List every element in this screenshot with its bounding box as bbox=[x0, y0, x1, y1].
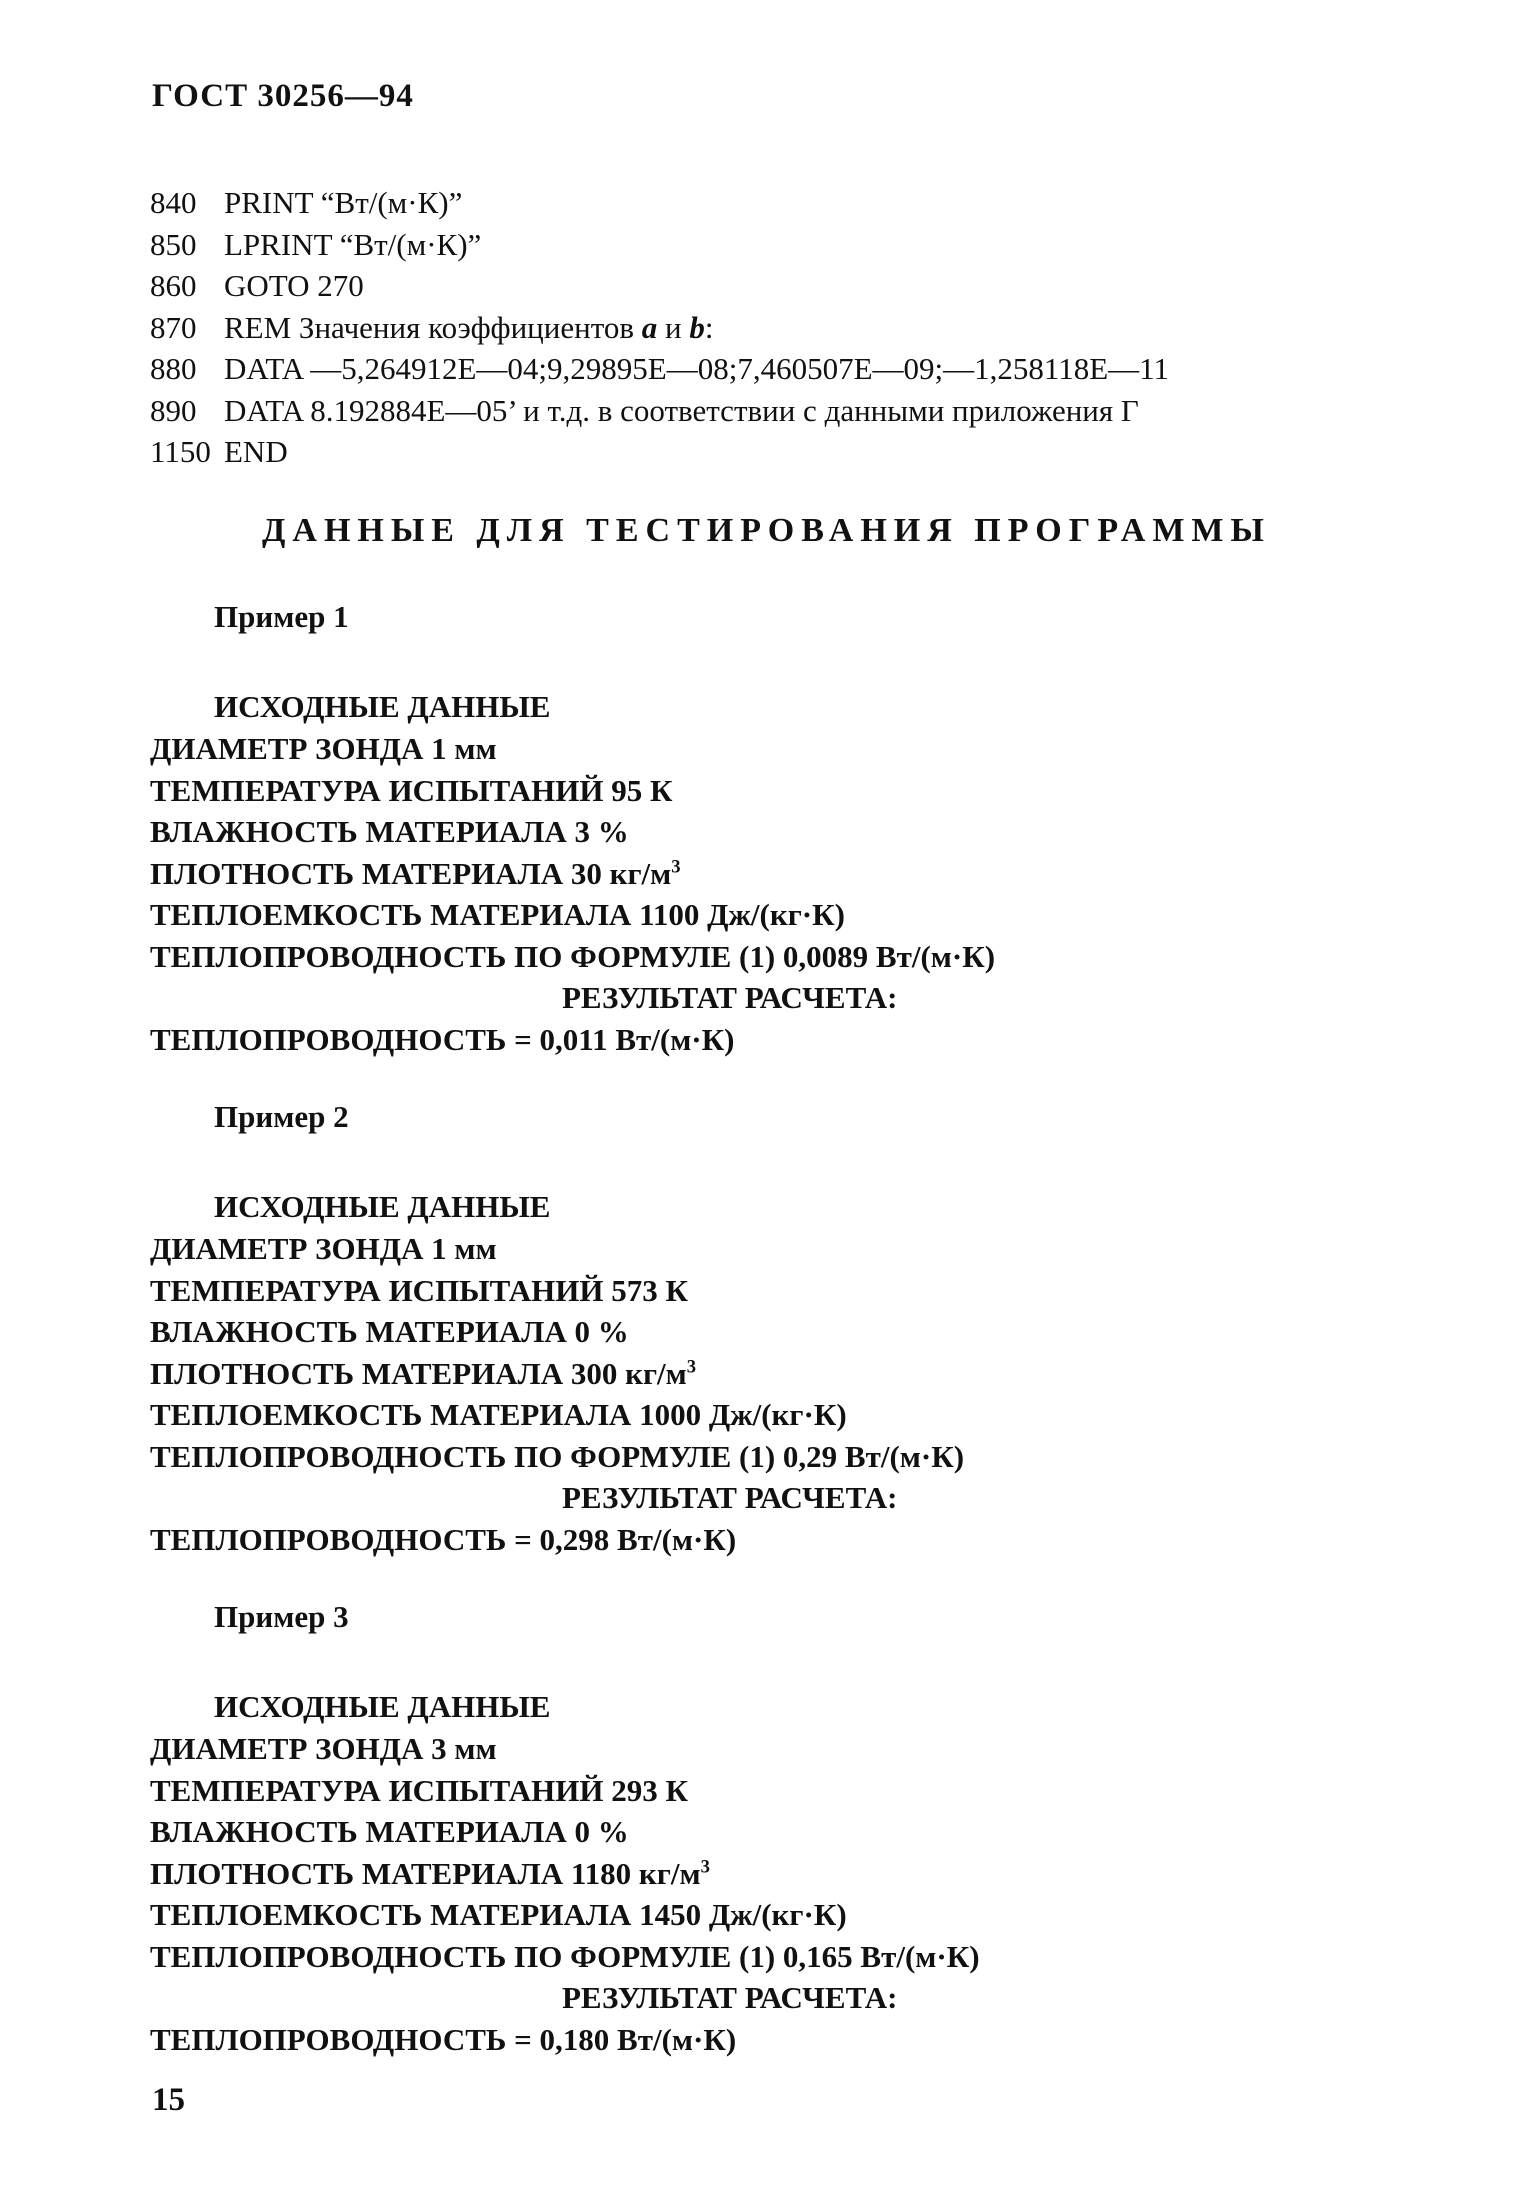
example-3 bbox=[150, 1596, 1400, 2060]
code-line bbox=[150, 431, 1400, 473]
example-title: Пример 1 bbox=[214, 599, 349, 634]
density-exponent: 3 bbox=[671, 856, 681, 878]
line-number: 1150 bbox=[150, 434, 211, 469]
material-moisture: ВЛАЖНОСТЬ МАТЕРИАЛА 0 % bbox=[150, 1814, 629, 1849]
conductivity-formula: ТЕПЛОПРОВОДНОСТЬ ПО ФОРМУЛЕ (1) 0,29 Вт/(м·К) bbox=[150, 1438, 965, 1474]
material-density bbox=[150, 853, 1400, 895]
heat-capacity: ТЕПЛОЕМКОСТЬ МАТЕРИАЛА 1000 Дж/(кг·К) bbox=[150, 1397, 847, 1432]
line-text: GOTO 270 bbox=[224, 268, 364, 303]
probe-diameter: ДИАМЕТР ЗОНДА 3 мм bbox=[150, 1731, 497, 1766]
example-title: Пример 2 bbox=[214, 1099, 349, 1134]
code-listing bbox=[150, 182, 1400, 473]
probe-diameter: ДИАМЕТР ЗОНДА 1 мм bbox=[150, 1231, 497, 1266]
conductivity-result: ТЕПЛОПРОВОДНОСТЬ = 0,180 Вт/(м·К) bbox=[150, 2021, 737, 2057]
line-text: PRINT “Вт/(м·К)” bbox=[224, 185, 463, 220]
heat-capacity: ТЕПЛОЕМКОСТЬ МАТЕРИАЛА 1100 Дж/(кг·К) bbox=[150, 897, 845, 932]
code-line bbox=[150, 182, 1400, 224]
input-data-label: ИСХОДНЫЕ ДАННЫЕ bbox=[214, 689, 551, 724]
coef-a: a bbox=[641, 309, 658, 345]
code-line bbox=[150, 224, 1400, 266]
line-number: 870 bbox=[150, 309, 197, 345]
example-1 bbox=[150, 596, 1400, 1060]
test-temperature: ТЕМПЕРАТУРА ИСПЫТАНИЙ 293 К bbox=[150, 1772, 688, 1808]
section-title: ДАННЫЕ ДЛЯ ТЕСТИРОВАНИЯ ПРОГРАММЫ bbox=[262, 512, 1271, 549]
coef-b: b bbox=[689, 309, 705, 345]
code-line bbox=[150, 390, 1400, 432]
input-data-label: ИСХОДНЫЕ ДАННЫЕ bbox=[214, 1189, 551, 1224]
conductivity-result: ТЕПЛОПРОВОДНОСТЬ = 0,298 Вт/(м·К) bbox=[150, 1521, 737, 1557]
code-line bbox=[150, 307, 1400, 349]
conductivity-formula: ТЕПЛОПРОВОДНОСТЬ ПО ФОРМУЛЕ (1) 0,165 Вт/(м·К) bbox=[150, 1938, 980, 1974]
density-text: ПЛОТНОСТЬ МАТЕРИАЛА 30 кг/м bbox=[150, 855, 672, 891]
document-header: ГОСТ 30256—94 bbox=[152, 78, 414, 114]
line-text: DATA —5,264912E—04;9,29895E—08;7,460507E—09;—1,258118E—11 bbox=[224, 351, 1170, 386]
density-exponent: 3 bbox=[686, 1356, 697, 1378]
test-temperature: ТЕМПЕРАТУРА ИСПЫТАНИЙ 95 К bbox=[150, 772, 673, 808]
material-density bbox=[150, 1853, 1400, 1895]
material-density bbox=[150, 1353, 1400, 1395]
material-moisture: ВЛАЖНОСТЬ МАТЕРИАЛА 0 % bbox=[150, 1314, 629, 1349]
conductivity-formula: ТЕПЛОПРОВОДНОСТЬ ПО ФОРМУЛЕ (1) 0,0089 Вт/(м·К) bbox=[150, 938, 996, 974]
page-number: 15 bbox=[152, 2082, 185, 2118]
density-exponent: 3 bbox=[700, 1856, 710, 1878]
line-text-mid: и bbox=[657, 309, 690, 345]
input-data-label: ИСХОДНЫЕ ДАННЫЕ bbox=[214, 1689, 551, 1724]
conductivity-result: ТЕПЛОПРОВОДНОСТЬ = 0,011 Вт/(м·К) bbox=[150, 1021, 735, 1057]
example-2 bbox=[150, 1096, 1400, 1560]
density-text: ПЛОТНОСТЬ МАТЕРИАЛА 1180 кг/м bbox=[150, 1855, 701, 1891]
line-text: REM Значения коэффициентов bbox=[224, 309, 642, 345]
line-number: 890 bbox=[150, 392, 197, 428]
test-temperature: ТЕМПЕРАТУРА ИСПЫТАНИЙ 573 К bbox=[150, 1272, 688, 1308]
line-text: END bbox=[224, 434, 288, 469]
example-title: Пример 3 bbox=[214, 1599, 349, 1634]
heat-capacity: ТЕПЛОЕМКОСТЬ МАТЕРИАЛА 1450 Дж/(кг·К) bbox=[150, 1897, 847, 1932]
code-line bbox=[150, 265, 1400, 307]
line-text-post: : bbox=[704, 309, 714, 345]
result-label: РЕЗУЛЬТАТ РАСЧЕТА: bbox=[562, 1480, 898, 1515]
density-text: ПЛОТНОСТЬ МАТЕРИАЛА 300 кг/м bbox=[150, 1355, 687, 1391]
result-label: РЕЗУЛЬТАТ РАСЧЕТА: bbox=[562, 1980, 898, 2015]
line-number: 850 bbox=[150, 226, 197, 262]
line-number: 880 bbox=[150, 351, 197, 386]
code-line bbox=[150, 348, 1400, 390]
line-number: 860 bbox=[150, 268, 197, 303]
line-number: 840 bbox=[150, 185, 197, 220]
material-moisture: ВЛАЖНОСТЬ МАТЕРИАЛА 3 % bbox=[150, 814, 629, 849]
line-text: DATA 8.192884E—05’ и т.д. в соответствии с данными приложения Г bbox=[224, 392, 1139, 428]
probe-diameter: ДИАМЕТР ЗОНДА 1 мм bbox=[150, 731, 497, 766]
line-text: LPRINT “Вт/(м·К)” bbox=[224, 226, 482, 262]
result-label: РЕЗУЛЬТАТ РАСЧЕТА: bbox=[562, 980, 898, 1015]
